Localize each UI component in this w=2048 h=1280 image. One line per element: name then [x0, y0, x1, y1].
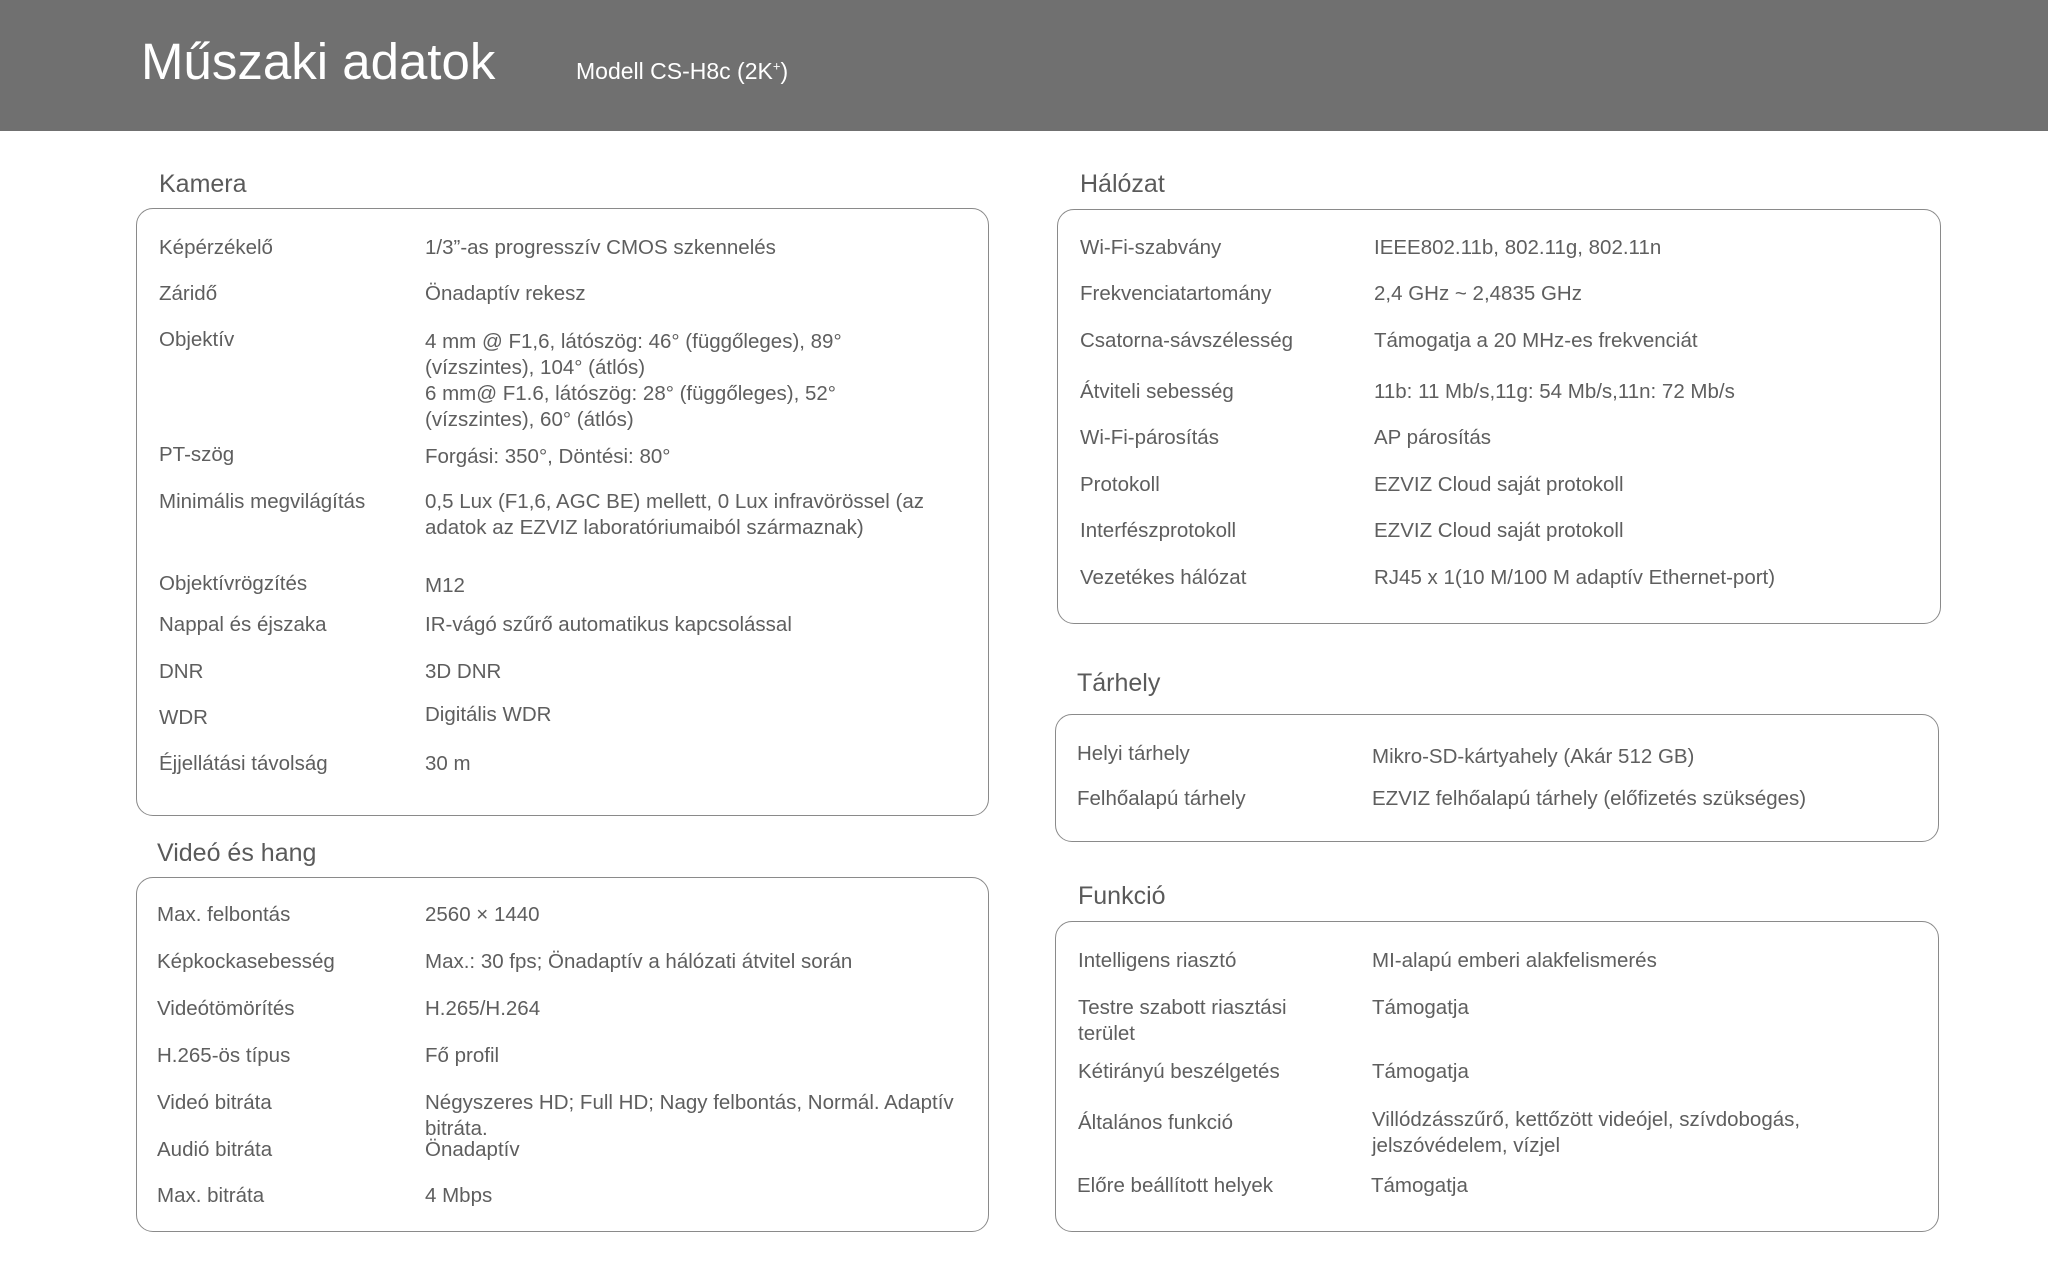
- spec-value: EZVIZ felhőalapú tárhely (előfizetés szükséges): [1372, 787, 1807, 810]
- spec-label: Általános funkció: [1078, 1111, 1233, 1134]
- spec-label: Éjjellátási távolság: [159, 752, 328, 775]
- spec-value: Támogatja: [1372, 1060, 1469, 1083]
- spec-label: Záridő: [159, 282, 218, 305]
- spec-value: IEEE802.11b, 802.11g, 802.11n: [1374, 236, 1662, 259]
- spec-label: Max. felbontás: [157, 903, 291, 926]
- model-name: Modell CS-H8c (2K: [576, 58, 773, 84]
- spec-value: Digitális WDR: [425, 703, 552, 726]
- spec-label: Előre beállított helyek: [1077, 1174, 1274, 1197]
- spec-value: 4 mm @ F1,6, látószög: 46° (függőleges), 89° (vízszintes), 104° (átlós) 6 mm@ F1.6, látószög: 28° (függőleges), 52° (vízszintes), 60° (átlós): [425, 330, 842, 431]
- spec-value: Támogatja: [1371, 1174, 1468, 1197]
- spec-value: 1/3”-as progresszív CMOS szkennelés: [425, 236, 776, 259]
- spec-label: Audió bitráta: [157, 1138, 273, 1161]
- spec-label: Testre szabott riasztási terület: [1078, 996, 1287, 1045]
- header-bar: [0, 0, 2048, 131]
- spec-value: Fő profil: [425, 1044, 500, 1067]
- section-title-tarhely: Tárhely: [1077, 669, 1161, 697]
- section-title-kamera: Kamera: [159, 170, 247, 198]
- spec-label: Intelligens riasztó: [1078, 949, 1237, 972]
- spec-label: Objektívrögzítés: [159, 572, 308, 595]
- spec-label: DNR: [159, 660, 204, 683]
- spec-value: M12: [425, 574, 465, 597]
- spec-value: AP párosítás: [1374, 426, 1491, 449]
- section-title-video: Videó és hang: [157, 839, 317, 867]
- spec-label: Videótömörítés: [157, 997, 295, 1020]
- spec-label: Minimális megvilágítás: [159, 490, 366, 513]
- spec-value: 4 Mbps: [425, 1184, 493, 1207]
- spec-value: 3D DNR: [425, 660, 502, 683]
- spec-value: Önadaptív: [425, 1138, 520, 1161]
- spec-value: RJ45 x 1(10 M/100 M adaptív Ethernet-port): [1374, 566, 1776, 589]
- model-label: [576, 58, 788, 85]
- spec-value: 0,5 Lux (F1,6, AGC BE) mellett, 0 Lux infravörössel (az adatok az EZVIZ laboratóriumaiból származnak): [425, 490, 925, 539]
- spec-label: WDR: [159, 706, 208, 729]
- spec-value: MI-alapú emberi alakfelismerés: [1372, 949, 1657, 972]
- section-box-halozat: [1057, 209, 1941, 624]
- spec-label: Interfészprotokoll: [1080, 519, 1237, 542]
- spec-value: Mikro-SD-kártyahely (Akár 512 GB): [1372, 745, 1695, 768]
- section-title-halozat: Hálózat: [1080, 170, 1165, 198]
- model-close: ): [780, 58, 789, 84]
- spec-value: Villódzásszűrő, kettőzött videójel, szívdobogás, jelszóvédelem, vízjel: [1372, 1108, 1801, 1157]
- spec-label: H.265-ös típus: [157, 1044, 291, 1067]
- section-title-funkcio: Funkció: [1078, 882, 1166, 910]
- spec-value: Max.: 30 fps; Önadaptív a hálózati átvitel során: [425, 950, 853, 973]
- spec-label: Protokoll: [1080, 473, 1160, 496]
- spec-label: Képkockasebesség: [157, 950, 335, 973]
- spec-value: Forgási: 350°, Döntési: 80°: [425, 445, 671, 468]
- spec-value: IR-vágó szűrő automatikus kapcsolással: [425, 613, 792, 636]
- spec-label: Frekvenciatartomány: [1080, 282, 1272, 305]
- section-box-tarhely: [1055, 714, 1939, 842]
- spec-label: Nappal és éjszaka: [159, 613, 327, 636]
- spec-value: 11b: 11 Mb/s,11g: 54 Mb/s,11n: 72 Mb/s: [1374, 380, 1735, 403]
- spec-label: Képérzékelő: [159, 236, 273, 259]
- spec-label: Wi-Fi-szabvány: [1080, 236, 1222, 259]
- spec-value: 30 m: [425, 752, 471, 775]
- spec-value: 2560 × 1440: [425, 903, 540, 926]
- spec-label: Vezetékes hálózat: [1080, 566, 1247, 589]
- spec-label: Helyi tárhely: [1077, 742, 1190, 765]
- spec-value: EZVIZ Cloud saját protokoll: [1374, 519, 1624, 542]
- spec-value: 2,4 GHz ~ 2,4835 GHz: [1374, 282, 1582, 305]
- spec-label: Átviteli sebesség: [1080, 380, 1234, 403]
- page-title: Műszaki adatok: [141, 33, 496, 90]
- spec-value: H.265/H.264: [425, 997, 541, 1020]
- spec-value: Négyszeres HD; Full HD; Nagy felbontás, Normál. Adaptív bitráta.: [425, 1091, 954, 1140]
- spec-value: EZVIZ Cloud saját protokoll: [1374, 473, 1624, 496]
- spec-label: PT-szög: [159, 443, 235, 466]
- spec-label: Csatorna-sávszélesség: [1080, 329, 1294, 352]
- spec-label: Kétirányú beszélgetés: [1078, 1060, 1280, 1083]
- spec-label: Wi-Fi-párosítás: [1080, 426, 1219, 449]
- spec-label: Videó bitráta: [157, 1091, 272, 1114]
- spec-value: Támogatja: [1372, 996, 1469, 1019]
- model-superscript: +: [772, 58, 781, 74]
- spec-label: Max. bitráta: [157, 1184, 265, 1207]
- spec-value: Támogatja a 20 MHz-es frekvenciát: [1374, 329, 1698, 352]
- spec-value: Önadaptív rekesz: [425, 282, 586, 305]
- spec-label: Felhőalapú tárhely: [1077, 787, 1246, 810]
- spec-label: Objektív: [159, 328, 235, 351]
